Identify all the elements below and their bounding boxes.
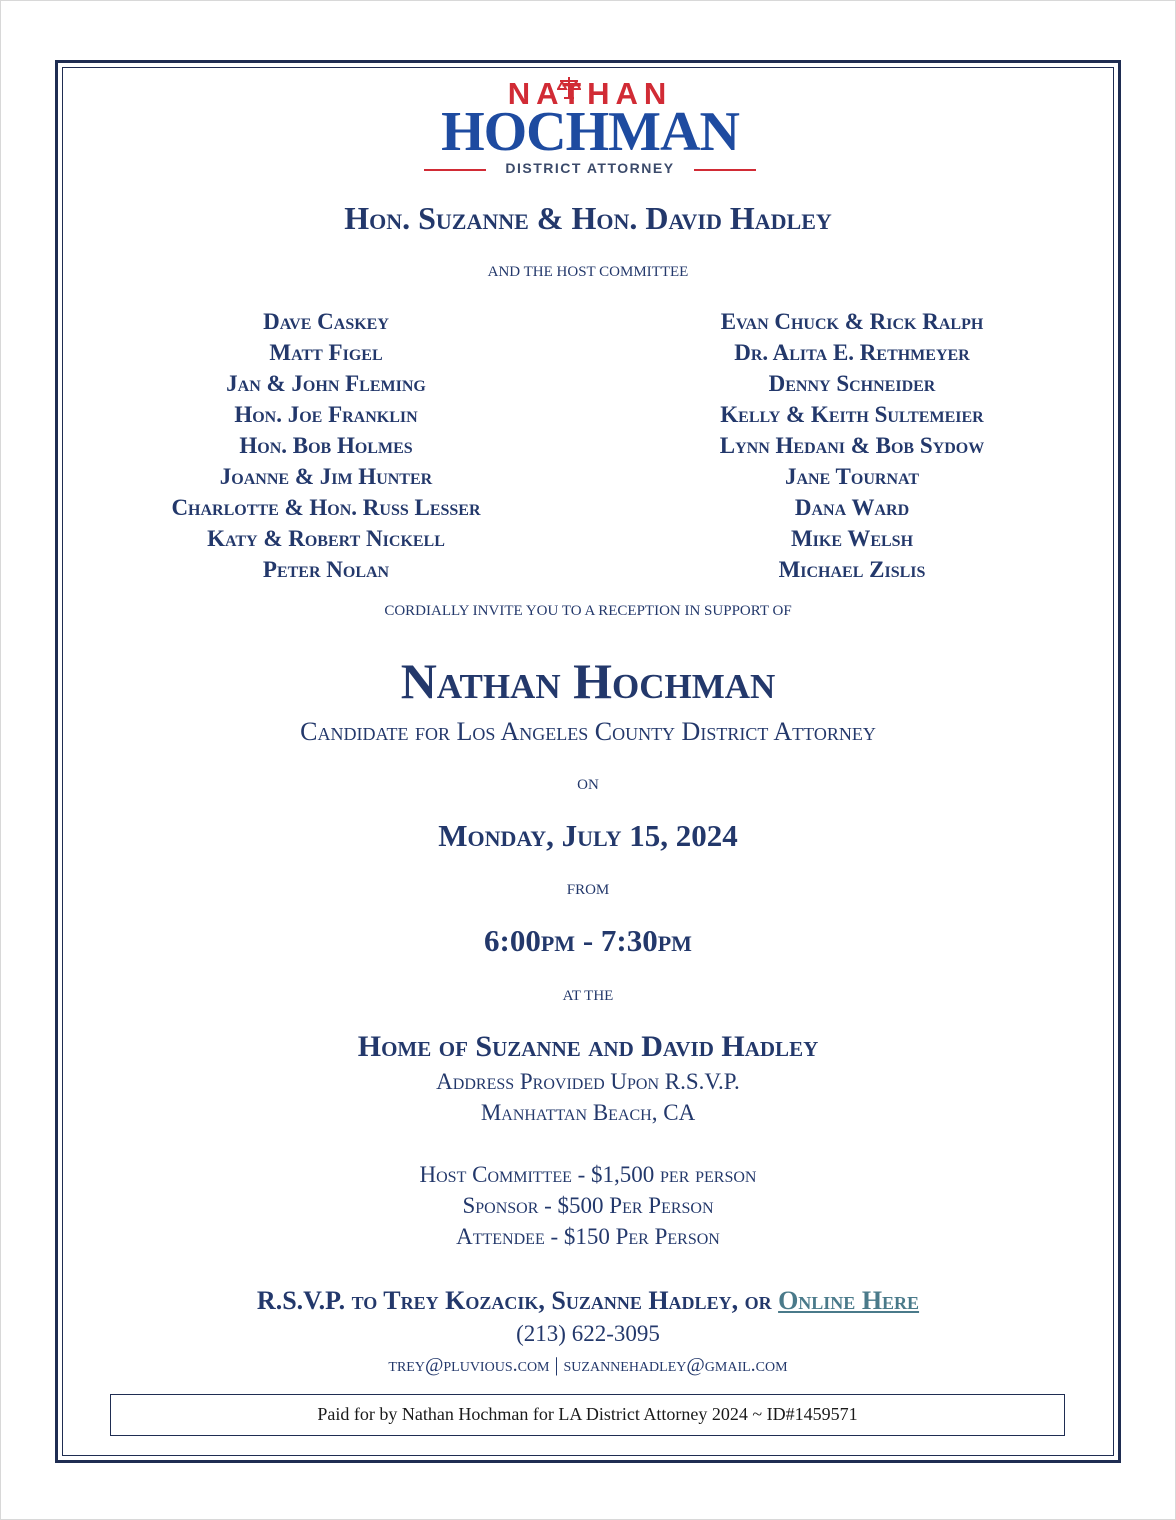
committee-member: Dave Caskey (263, 309, 389, 334)
committee-member: Katy & Robert Nickell (207, 526, 445, 551)
logo-last-name: HOCHMAN (441, 101, 739, 163)
logo-office: DISTRICT ATTORNEY (505, 160, 675, 176)
event-time: 6:00pm - 7:30pm (484, 923, 692, 958)
invite-line: CORDIALLY INVITE YOU TO A RECEPTION IN SUPPORT OF (384, 603, 792, 619)
committee-member: Peter Nolan (262, 557, 390, 582)
host-committee-intro: AND THE HOST COMMITTEE (487, 264, 689, 280)
committee-member: Hon. Joe Franklin (234, 402, 418, 427)
from-label: FROM (566, 882, 610, 898)
committee-member: Kelly & Keith Sultemeier (720, 402, 984, 427)
logo-first-name: NATHAN (507, 76, 673, 111)
scales-of-justice-icon (557, 74, 581, 100)
committee-member: Jan & John Fleming (226, 371, 426, 396)
committee-member: Evan Chuck & Rick Ralph (720, 309, 984, 334)
committee-left-column (66, 306, 586, 585)
committee-member: Mike Welsh (790, 526, 914, 551)
hosts-heading: Hon. Suzanne & Hon. David Hadley (344, 200, 832, 236)
committee-member: Michael Zislis (778, 557, 926, 582)
price-host-committee: Host Committee - $1,500 per person (419, 1162, 757, 1187)
candidate-title: Candidate for Los Angeles County District Attorney (300, 717, 876, 746)
venue-name: Home of Suzanne and David Hadley (357, 1030, 819, 1063)
on-label: ON (577, 777, 599, 793)
committee-member: Matt Figel (269, 340, 383, 365)
venue-city: Manhattan Beach, CA (480, 1100, 696, 1125)
committee-right-column (592, 306, 1112, 585)
committee-member: Denny Schneider (768, 371, 936, 396)
at-the-label: AT THE (562, 988, 614, 1004)
committee-member: Charlotte & Hon. Russ Lesser (171, 495, 481, 520)
rsvp-online-link[interactable]: Online Here (778, 1286, 920, 1315)
committee-member: Lynn Hedani & Bob Sydow (719, 433, 985, 458)
committee-member: Hon. Bob Holmes (239, 433, 413, 458)
committee-member: Dr. Alita E. Rethmeyer (734, 340, 970, 365)
rsvp-line (62, 1286, 1114, 1316)
rsvp-text: R.S.V.P. to Trey Kozacik, Suzanne Hadley, or (256, 1286, 779, 1315)
campaign-logo (420, 74, 760, 186)
committee-member: Jane Tournat (784, 464, 920, 489)
venue-address-note: Address Provided Upon R.S.V.P. (436, 1069, 740, 1094)
committee-member: Joanne & Jim Hunter (219, 464, 433, 489)
paid-for-disclaimer: Paid for by Nathan Hochman for LA District Attorney 2024 ~ ID#1459571 (317, 1404, 858, 1424)
rsvp-emails: trey@pluvious.com | suzannehadley@gmail.com (388, 1354, 788, 1376)
candidate-name: Nathan Hochman (400, 653, 776, 709)
price-attendee: Attendee - $150 Per Person (456, 1224, 720, 1249)
committee-member: Dana Ward (794, 495, 910, 520)
event-date: Monday, July 15, 2024 (438, 818, 738, 853)
rsvp-phone: (213) 622-3095 (516, 1321, 660, 1346)
price-sponsor: Sponsor - $500 Per Person (462, 1193, 714, 1218)
